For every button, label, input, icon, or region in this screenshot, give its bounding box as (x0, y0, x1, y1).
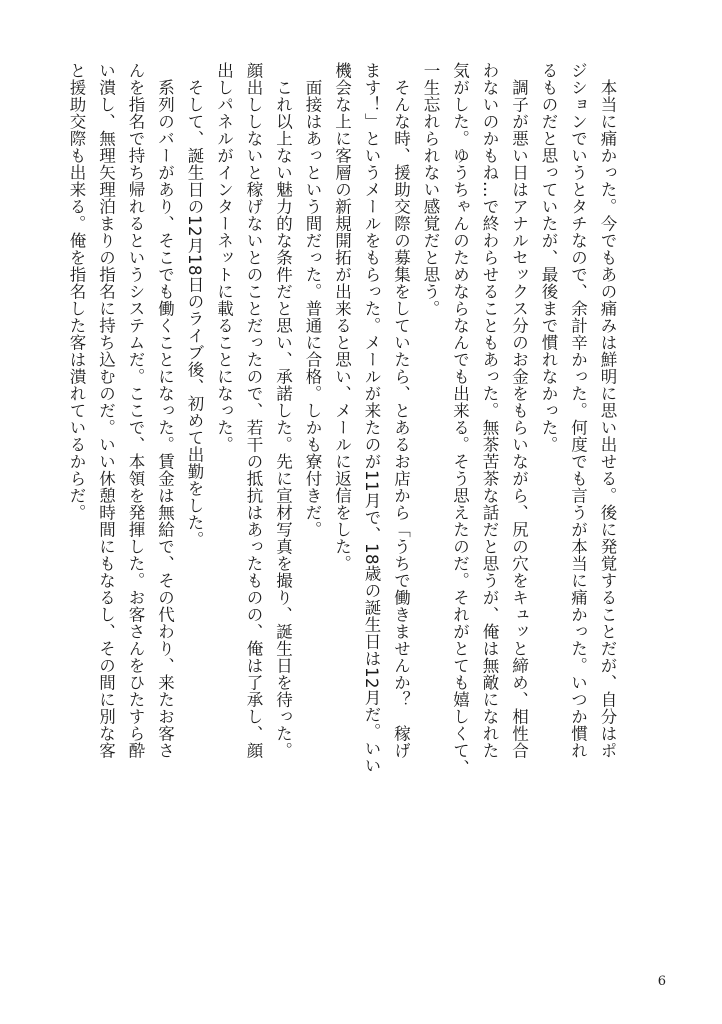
text-column: 出しパネルがインターネットに載ることになった。 (214, 62, 234, 453)
text-column: そして、誕生日の12月18日のライブ後、初めて出勤をした。 (185, 62, 204, 548)
text-column: と援助交際も出来る。俺を指名した客は潰れているからだ。 (67, 62, 86, 521)
page-number: 6 (657, 974, 666, 989)
text-column: これ以上ない魅力的な条件だと思い、承諾した。先に宣材写真を撮り、誕生日を待った。 (273, 62, 293, 759)
vertical-text-body (62, 62, 623, 822)
text-column: んを指名で持ち帰れるというシステムだ。ここで、本領を発揮した。お客さんをひたすら酔 (126, 62, 145, 759)
text-column: わないのかもね…で終わらせることもあった。無茶苦茶な話だと思うが、俺は無敵になれた (480, 62, 499, 759)
text-column: 機会な上に客層の新規開拓が出来ると思い、メールに返信をした。 (332, 62, 352, 572)
text-column: るものだと思っていたが、最後まで慣れなかった。 (539, 62, 558, 453)
text-column: そんな時、援助交際の募集をしていたら、とあるお店から「うちで働きませんか？ 稼げ (391, 62, 411, 759)
text-column: 一生忘れられない感覚だと思う。 (421, 62, 440, 317)
text-column: ジションでいうとタチなので、余計辛かった。何度でも言うが本当に痛かった。いつか慣れ (568, 62, 588, 759)
text-column: 系列のバーがあり、そこでも働くことになった。賃金は無給で、その代わり、来たお客さ (155, 62, 175, 759)
text-column: ます！」というメールをもらった。メールが来たのが11月で、18歳の誕生日は12月だ。いい (362, 62, 381, 774)
text-column: 本当に痛かった。今でもあの痛みは鮮明に思い出せる。後に発覚することだが、自分はポ (598, 62, 617, 759)
text-column: 調子が悪い日はアナルセックス分のお金をもらいながら、尻の穴をキュッと締め、相性合 (509, 62, 529, 759)
text-column: い潰し、無理矢理泊まりの指名に持ち込むのだ。いい休憩時間にもなるし、その間に別な客 (96, 62, 116, 759)
text-column: 顔出ししないと稼げないとのことだったので、若干の抵抗はあったものの、俺は了承し、顔 (244, 62, 263, 759)
text-column: 気がした。ゆうちゃんのためならなんでも出来る。そう思えたのだ。それがとても嬉しくて、 (450, 62, 470, 776)
text-column: 面接はあっという間だった。普通に合格。しかも寮付きだ。 (303, 62, 322, 538)
